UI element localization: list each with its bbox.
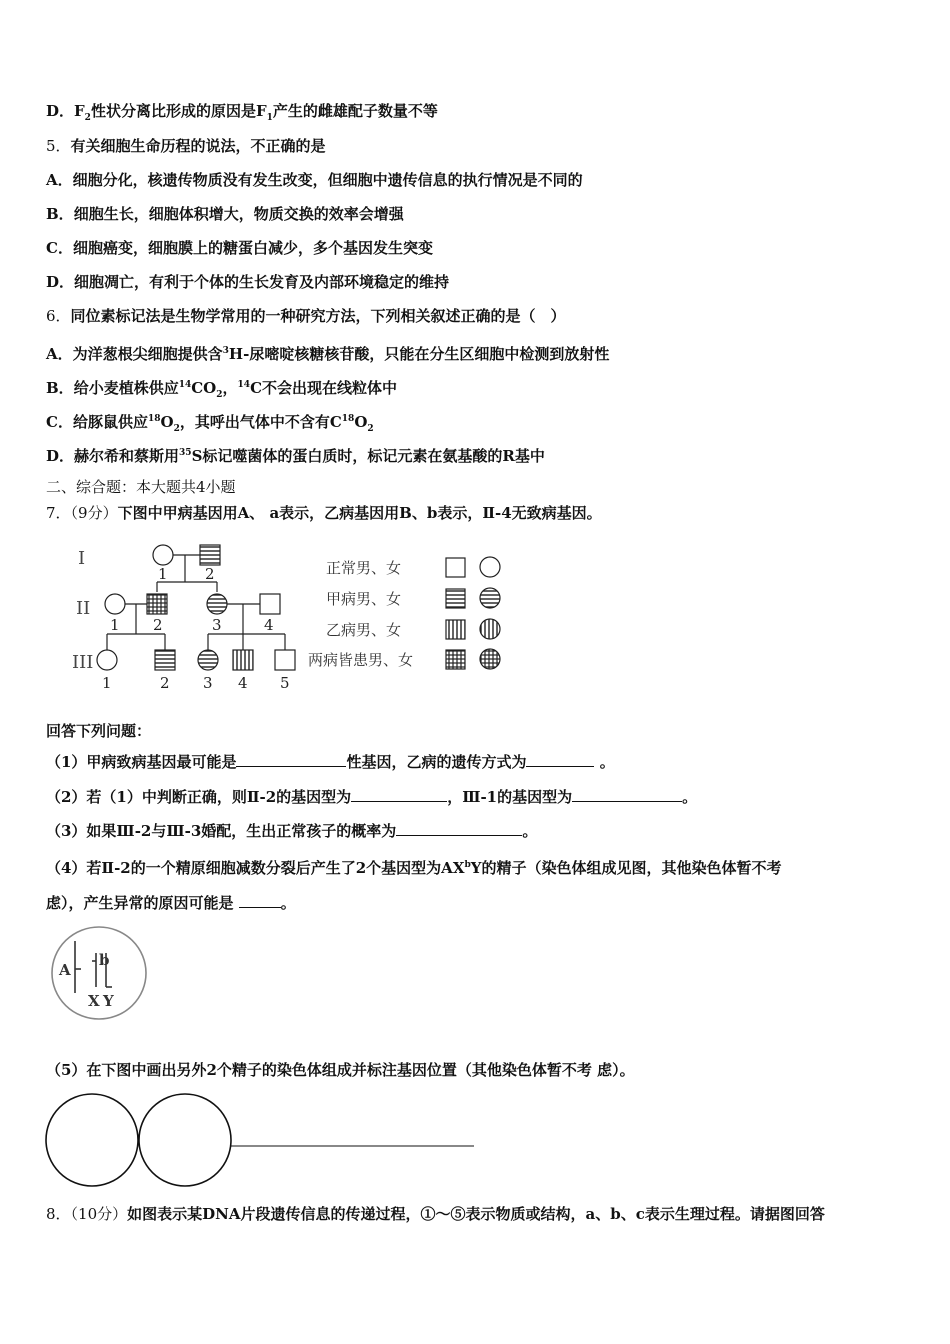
gen1-male-2 — [200, 545, 220, 565]
q7-part4-cont: 虑），产生异常的原因可能是 。 — [46, 894, 296, 912]
gen2-male-4 — [260, 594, 280, 614]
gen2-female-1 — [105, 594, 125, 614]
gen2-num-1: 1 — [110, 616, 120, 634]
q6-option-c: C．给豚鼠供应$^{18}O_2$，其呼出气体中不含有$C^{18}O_2$ — [46, 413, 374, 434]
q6-stem: 6．同位素标记法是生物学常用的一种研究方法，下列相关叙述正确的是（ ） — [46, 307, 566, 325]
drawing-circle-2 — [139, 1094, 231, 1186]
legend-yi: 乙病男、女 — [326, 621, 402, 639]
gen3-num-5: 5 — [280, 674, 290, 692]
q5-option-d: D．细胞凋亡，有利于个体的生长发育及内部环境稳定的维持 — [46, 273, 450, 291]
gen1-female-1 — [153, 545, 173, 565]
q6-option-a: A．为洋葱根尖细胞提供含$^3$H-尿嘧啶核糖核苷酸，只能在分生区细胞中检测到放射性 — [46, 345, 610, 363]
q5-stem: 5．有关细胞生命历程的说法，不正确的是 — [46, 137, 326, 155]
gen2-num-3: 3 — [212, 616, 222, 634]
legend-normal-male — [446, 558, 465, 577]
cell-label-x: X — [88, 992, 100, 1010]
q5-option-b: B．细胞生长，细胞体积增大，物质交换的效率会增强 — [46, 205, 404, 223]
gen3-female-3 — [198, 650, 218, 670]
legend-yi-male — [446, 620, 465, 639]
cell-label-y: Y — [103, 992, 114, 1010]
legend-both-male — [446, 650, 465, 669]
cell-label-a: A — [59, 961, 71, 979]
gen3-num-1: 1 — [102, 674, 112, 692]
legend-jia-female — [480, 588, 500, 608]
gen3-male-2 — [155, 650, 175, 670]
gen3-male-4 — [233, 650, 253, 670]
q6-option-b: B．给小麦植株供应$^{14}CO_2$，$^{14}$C不会出现在线粒体中 — [46, 379, 398, 400]
q8-stem: 8．（10分）如图表示某DNA片段遗传信息的传递过程，①～⑤表示物质或结构，a、b、c表示生理过程。请据图回答 — [46, 1205, 825, 1223]
q7-part2: （2）若（1）中判断正确，则Ⅱ-2的基因型为 ，Ⅲ-1的基因型为 。 — [46, 788, 698, 806]
q7-part4: （4）若Ⅱ-2的一个精原细胞减数分裂后产生了2个基因型为$AX^bY$的精子（染色体组成见图，其他染色体暂不考 — [46, 859, 782, 877]
legend-yi-female — [480, 619, 500, 639]
gen-label-2: II — [76, 598, 91, 619]
gen3-num-3: 3 — [203, 674, 213, 692]
legend-normal-female — [480, 557, 500, 577]
gen1-num-1: 1 — [158, 565, 168, 583]
legend-jia-male — [446, 589, 465, 608]
pedigree-figure — [60, 534, 510, 694]
q7-stem: 7．（9分）下图中甲病基因用A、 a表示，乙病基因用B、b表示，Ⅱ-4无致病基因。 — [46, 504, 602, 522]
sperm-cell-figure — [48, 925, 152, 1025]
gen-label-3: III — [72, 652, 94, 673]
legend-both: 两病皆患男、女 — [308, 651, 414, 669]
q7-answer-intro: 回答下列问题： — [46, 722, 152, 740]
blank-3[interactable] — [351, 787, 447, 802]
gen2-num-4: 4 — [264, 616, 274, 634]
legend-jia: 甲病男、女 — [326, 590, 402, 608]
blank-4[interactable] — [572, 787, 682, 802]
gen2-female-3 — [207, 594, 227, 614]
cell-label-b: b — [99, 951, 110, 969]
gen3-num-4: 4 — [238, 674, 248, 692]
gen1-num-2: 2 — [205, 565, 215, 583]
blank-1[interactable] — [236, 752, 346, 767]
blank-6[interactable] — [239, 893, 281, 908]
blank-2[interactable] — [526, 752, 594, 767]
gen3-male-5 — [275, 650, 295, 670]
drawing-circle-1 — [46, 1094, 138, 1186]
q5-option-c: C．细胞癌变，细胞膜上的糖蛋白减少，多个基因发生突变 — [46, 239, 433, 257]
q5-option-a: A．细胞分化，核遗传物质没有发生改变，但细胞中遗传信息的执行情况是不同的 — [46, 171, 583, 189]
gen2-num-2: 2 — [153, 616, 163, 634]
q7-part5: （5）在下图中画出另外2个精子的染色体组成并标注基因位置（其他染色体暂不考 虑）。 — [46, 1061, 635, 1079]
legend-normal: 正常男、女 — [326, 559, 402, 577]
q4-option-d: D．$F_2$性状分离比形成的原因是$F_1$产生的雌雄配子数量不等 — [46, 102, 438, 123]
section-heading: 二、综合题：本大题共4小题 — [46, 478, 236, 496]
gen3-female-1 — [97, 650, 117, 670]
legend-both-female — [480, 649, 500, 669]
q7-part3: （3）如果Ⅲ-2与Ⅲ-3婚配，生出正常孩子的概率为 。 — [46, 822, 538, 840]
gen2-male-2 — [147, 594, 167, 614]
drawing-area — [42, 1090, 482, 1190]
blank-5[interactable] — [396, 821, 522, 836]
gen-label-1: I — [78, 548, 86, 569]
q7-part1: （1）甲病致病基因最可能是 性基因，乙病的遗传方式为 。 — [46, 753, 615, 771]
q6-option-d: D．赫尔希和蔡斯用$^{35}$S标记噬菌体的蛋白质时，标记元素在氨基酸的R基中 — [46, 447, 545, 465]
gen3-num-2: 2 — [160, 674, 170, 692]
